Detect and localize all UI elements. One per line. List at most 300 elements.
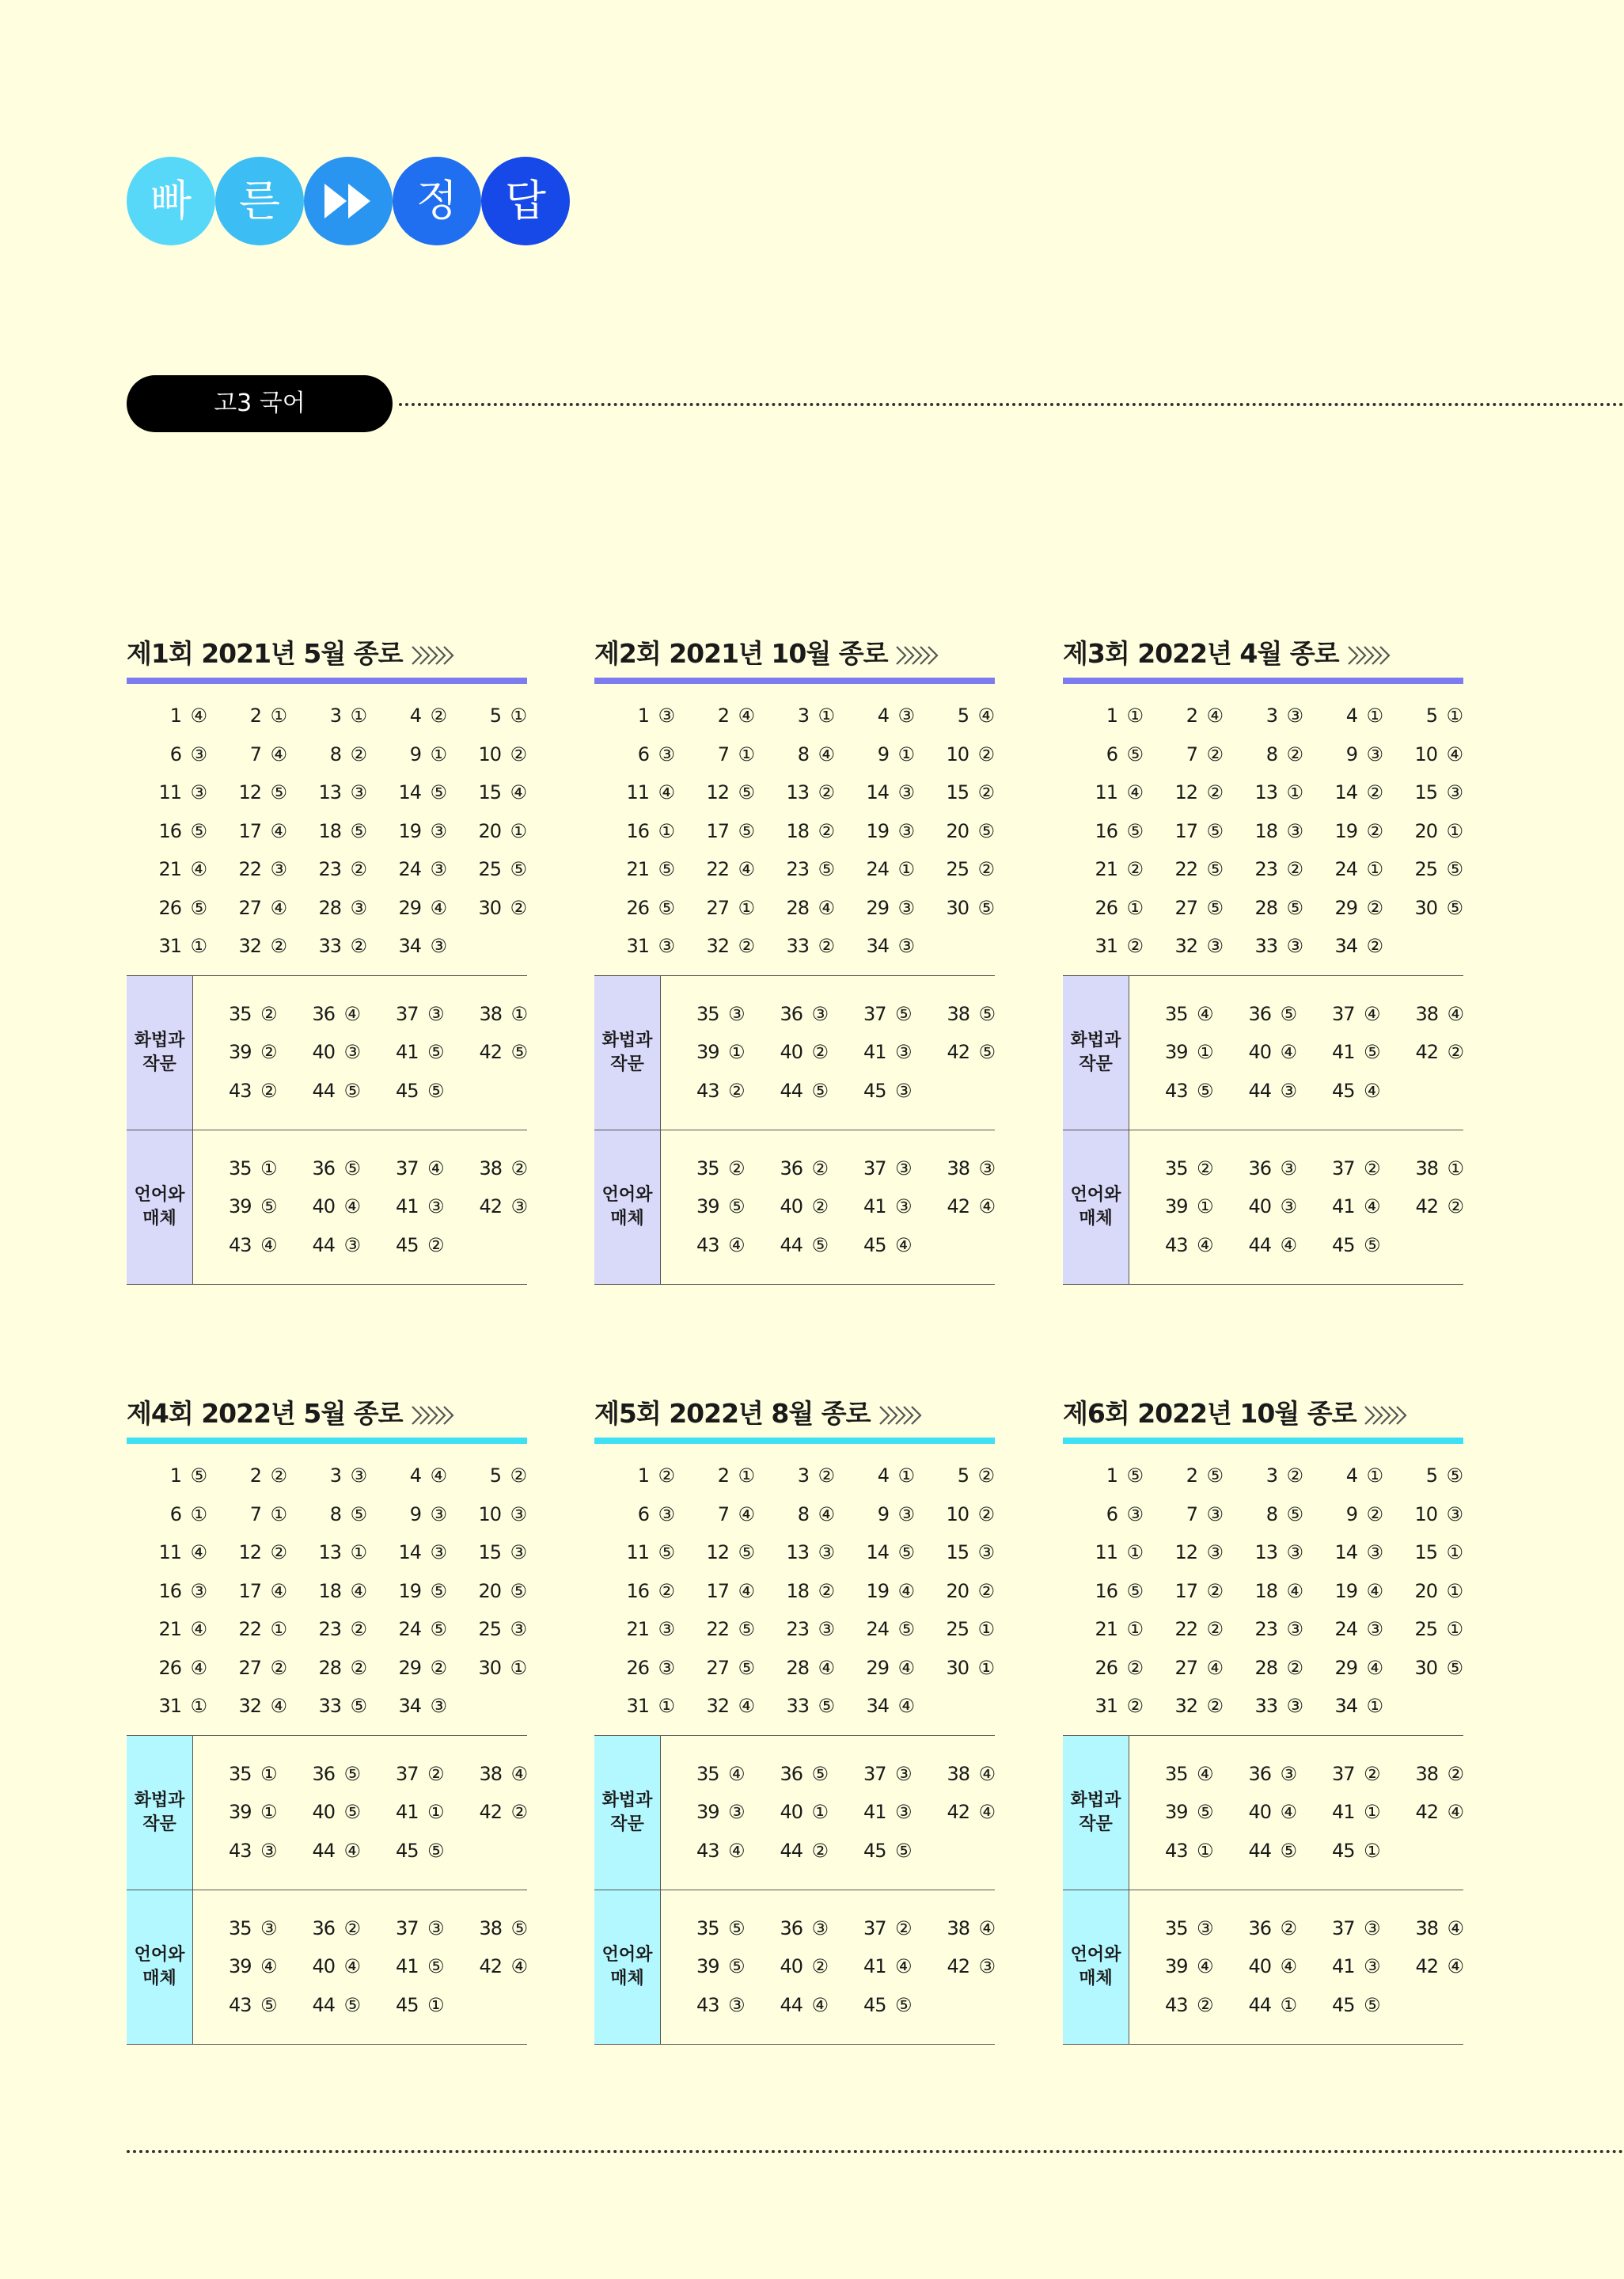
question-number: 42 (947, 1041, 969, 1064)
question-number: 16 (626, 1579, 649, 1602)
answer-choice: ① (430, 743, 446, 765)
answer-choice: ③ (260, 1839, 277, 1862)
question-number: 26 (1095, 1656, 1117, 1679)
answer-row (127, 1533, 527, 1572)
answer-choice: ② (738, 935, 754, 958)
answer-choice: ③ (430, 819, 446, 842)
answer-choice: ② (1196, 1993, 1213, 2016)
question-number: 6 (637, 1502, 649, 1525)
answer-cell (1303, 743, 1383, 765)
answer-cell (912, 1195, 996, 1217)
answer-cell (1296, 1041, 1380, 1063)
answer-choice: ③ (1126, 1502, 1143, 1525)
answer-choice: ① (190, 1502, 207, 1525)
question-number: 40 (780, 1195, 803, 1218)
answer-cell (366, 705, 446, 727)
answer-choice: ⑤ (1126, 819, 1143, 842)
answer-row (1063, 850, 1463, 889)
answer-choice: ⑤ (343, 1762, 360, 1785)
question-number: 32 (238, 1695, 261, 1718)
question-number: 41 (863, 1801, 886, 1824)
answer-choice: ④ (260, 1233, 277, 1256)
question-number: 41 (395, 1041, 419, 1064)
answer-cell (127, 858, 207, 880)
question-number: 37 (395, 1916, 419, 1939)
question-number: 45 (1331, 1839, 1355, 1862)
answer-row (594, 1495, 995, 1534)
answer-row (127, 927, 527, 966)
question-number: 19 (866, 819, 889, 842)
answer-choice: ② (811, 1041, 828, 1064)
answer-cell (1383, 1618, 1463, 1640)
answer-cell (286, 820, 366, 842)
answer-row (127, 812, 527, 851)
answer-row (594, 1533, 995, 1572)
answer-row (193, 1072, 527, 1111)
question-number: 45 (863, 1079, 886, 1102)
elective-section (1063, 1890, 1463, 2045)
question-number: 44 (312, 1079, 335, 1102)
question-number: 36 (780, 1157, 803, 1179)
question-number: 10 (1414, 1502, 1437, 1525)
answer-choice: ① (260, 1762, 277, 1785)
answer-choice: ③ (897, 896, 914, 919)
question-number: 10 (478, 743, 501, 765)
answer-row (594, 1687, 995, 1726)
question-number: 25 (478, 858, 501, 881)
question-number: 26 (158, 896, 181, 919)
answer-choice: ① (1126, 896, 1143, 919)
answer-choice: ③ (1206, 935, 1223, 958)
question-number: 42 (1415, 1195, 1438, 1218)
answer-choice: ③ (1286, 705, 1303, 727)
question-number: 33 (318, 1695, 341, 1718)
answer-choice: ② (270, 1541, 286, 1564)
answer-cell (828, 1994, 912, 2016)
answer-cell (1303, 1503, 1383, 1525)
question-number: 41 (863, 1955, 886, 1978)
answer-cell (366, 935, 446, 957)
question-number: 21 (1095, 1618, 1117, 1641)
question-number: 5 (957, 1464, 969, 1487)
question-number: 18 (786, 1579, 809, 1602)
question-number: 39 (696, 1801, 719, 1824)
answer-cell (207, 1464, 286, 1487)
question-number: 41 (1331, 1041, 1355, 1064)
answer-choice: ③ (1280, 1195, 1296, 1218)
question-number: 1 (637, 705, 649, 727)
answer-choice: ③ (430, 1695, 446, 1718)
question-number: 44 (780, 1079, 803, 1102)
answer-choice: ⑤ (978, 1002, 995, 1025)
question-number: 24 (398, 858, 421, 881)
question-number: 37 (1331, 1916, 1355, 1939)
answer-choice: ③ (978, 1955, 995, 1978)
answer-cell (1223, 858, 1303, 880)
question-number: 28 (318, 1656, 341, 1679)
answer-row (127, 1457, 527, 1495)
answer-cell (1380, 1955, 1464, 1977)
answer-cell (277, 1157, 361, 1179)
question-number: 17 (238, 1579, 261, 1602)
answer-choice: ⑤ (894, 1993, 912, 2016)
answer-choice: ③ (1206, 1541, 1223, 1564)
answer-row (1063, 1495, 1463, 1534)
question-number: 44 (780, 1993, 803, 2016)
question-number: 37 (863, 1916, 886, 1939)
answer-cell (1063, 1580, 1143, 1602)
answer-row (1129, 1755, 1463, 1794)
question-number: 28 (1254, 1656, 1277, 1679)
answer-choice: ② (343, 1916, 360, 1939)
question-number: 36 (780, 1762, 803, 1785)
answer-cell (912, 1917, 996, 1939)
question-number: 31 (626, 1695, 649, 1718)
answer-choice: ④ (260, 1955, 277, 1978)
answer-cell (1143, 1503, 1223, 1525)
answer-cell (1303, 1464, 1383, 1487)
answer-cell (1063, 1657, 1143, 1679)
answer-choice: ③ (1366, 1541, 1383, 1564)
elective-label-line: 언어와 (1070, 1184, 1121, 1205)
question-number: 43 (696, 1839, 719, 1862)
answer-choice: ④ (270, 819, 286, 842)
question-number: 1 (1106, 705, 1117, 727)
question-number: 43 (228, 1839, 252, 1862)
answer-choice: ① (260, 1801, 277, 1824)
answer-cell (1380, 1003, 1464, 1025)
question-number: 33 (786, 935, 809, 958)
question-number: 30 (1414, 1656, 1437, 1679)
answer-choice: ③ (430, 858, 446, 881)
question-number: 15 (946, 1541, 969, 1564)
answer-cell (1063, 1541, 1143, 1563)
question-number: 40 (780, 1041, 803, 1064)
question-number: 25 (1414, 1618, 1437, 1641)
answer-choice: ⑤ (1286, 896, 1303, 919)
question-number: 42 (947, 1955, 969, 1978)
answer-row (127, 773, 527, 812)
answer-cell (661, 1234, 745, 1256)
answer-choice: ④ (1280, 1801, 1296, 1824)
answer-choice: ④ (1447, 1916, 1463, 1939)
question-number: 18 (318, 819, 341, 842)
answer-cell (661, 1994, 745, 2016)
answer-choice: ① (811, 1801, 828, 1824)
answer-cell (1143, 1464, 1223, 1487)
question-number: 37 (395, 1157, 419, 1179)
question-number: 43 (696, 1233, 719, 1256)
answer-choice: ④ (727, 1839, 745, 1862)
answer-choice: ④ (978, 1762, 995, 1785)
answer-cell (1063, 897, 1143, 919)
answer-choice: ⑤ (190, 896, 207, 919)
question-number: 38 (479, 1002, 502, 1025)
answer-cell (360, 1994, 444, 2016)
answer-cell (360, 1234, 444, 1256)
answer-cell (1213, 1994, 1297, 2016)
question-number: 24 (866, 858, 889, 881)
answer-choice: ① (738, 1464, 754, 1487)
question-number: 4 (877, 1464, 889, 1487)
elective-label (1063, 976, 1129, 1130)
question-number: 34 (1334, 935, 1357, 958)
question-number: 16 (1095, 1579, 1117, 1602)
logo-char: 답 (481, 157, 570, 245)
answer-cell (834, 743, 914, 765)
answer-choice: ③ (897, 781, 914, 804)
answer-choice: ① (510, 705, 526, 727)
elective-label-line: 매체 (1079, 1968, 1113, 1988)
elective-label (594, 1736, 661, 1890)
answer-choice: ② (658, 1579, 674, 1602)
answer-cell (1303, 820, 1383, 842)
answer-row (193, 1187, 527, 1226)
question-number: 45 (395, 1839, 419, 1862)
answer-cell (286, 1657, 366, 1679)
answer-choice: ③ (897, 935, 914, 958)
answer-row (193, 1832, 527, 1871)
answer-choice: ① (270, 705, 286, 727)
answer-cell (286, 1541, 366, 1563)
answer-cell (745, 1080, 829, 1102)
answer-cell (444, 1801, 528, 1823)
answer-row (1063, 812, 1463, 851)
question-number: 44 (312, 1233, 335, 1256)
answer-cell (193, 1195, 277, 1217)
answer-cell (594, 781, 674, 803)
answer-cell (1380, 1917, 1464, 1939)
question-number: 44 (780, 1233, 803, 1256)
answer-cell (674, 1618, 754, 1640)
answer-choice: ④ (430, 1464, 446, 1487)
answer-cell (127, 1464, 207, 1487)
answer-cell (127, 820, 207, 842)
answer-cell (912, 1157, 996, 1179)
question-number: 5 (1425, 1464, 1437, 1487)
question-number: 35 (696, 1157, 719, 1179)
elective-label (127, 976, 193, 1130)
answer-choice: ② (977, 1502, 994, 1525)
question-number: 19 (1334, 819, 1357, 842)
answer-cell (1213, 1041, 1297, 1063)
elective-label-line: 작문 (142, 1054, 176, 1074)
answer-cell (745, 1917, 829, 1939)
answer-choice: ③ (430, 935, 446, 958)
elective-answers (661, 1130, 995, 1284)
answer-choice: ⑤ (260, 1993, 277, 2016)
question-number: 43 (228, 1233, 252, 1256)
answer-choice: ④ (658, 781, 674, 804)
answer-cell (444, 1195, 528, 1217)
elective-label-line: 작문 (610, 1814, 644, 1834)
answer-row (1129, 1187, 1463, 1226)
answer-choice: ② (1126, 1695, 1143, 1718)
answer-choice: ③ (350, 1464, 366, 1487)
answer-cell (1143, 935, 1223, 957)
answer-choice: ⑤ (350, 1502, 366, 1525)
question-number: 13 (786, 781, 809, 804)
answer-cell (446, 820, 526, 842)
question-number: 8 (329, 743, 341, 765)
question-number: 41 (395, 1801, 419, 1824)
answer-cell (1303, 1695, 1383, 1717)
header-dotted-divider (399, 403, 1624, 406)
answer-choice: ④ (510, 1762, 527, 1785)
answer-choice: ③ (727, 1993, 745, 2016)
answer-cell (754, 705, 834, 727)
answer-choice: ④ (818, 1656, 834, 1679)
question-number: 25 (1414, 858, 1437, 881)
question-number: 45 (395, 1993, 419, 2016)
answer-cell (594, 897, 674, 919)
answer-choice: ② (727, 1079, 745, 1102)
answer-cell (446, 1580, 526, 1602)
question-number: 27 (238, 896, 261, 919)
answer-choice: ④ (270, 1695, 286, 1718)
elective-label-line: 언어와 (601, 1944, 653, 1965)
question-number: 2 (717, 1464, 729, 1487)
question-number: 42 (479, 1955, 502, 1978)
answer-cell (1303, 1657, 1383, 1679)
answer-cell (1383, 858, 1463, 880)
answer-choice: ③ (1280, 1157, 1296, 1179)
answer-cell (745, 1994, 829, 2016)
question-number: 24 (398, 1618, 421, 1641)
answer-cell (1129, 1955, 1213, 1977)
answer-cell (444, 1763, 528, 1785)
answer-choice: ④ (1366, 1656, 1383, 1679)
answer-choice: ③ (811, 1916, 828, 1939)
answer-cell (1383, 743, 1463, 765)
question-number: 19 (398, 819, 421, 842)
elective-label-line: 화법과 (1070, 1030, 1121, 1050)
answer-cell (1063, 820, 1143, 842)
question-number: 39 (228, 1955, 252, 1978)
answer-cell (1223, 935, 1303, 957)
answer-choice: ② (977, 781, 994, 804)
question-number: 42 (1415, 1041, 1438, 1064)
answer-choice: ⑤ (427, 1079, 444, 1102)
question-number: 40 (780, 1801, 803, 1824)
answer-choice: ③ (1286, 819, 1303, 842)
answer-choice: ③ (350, 896, 366, 919)
question-number: 21 (158, 1618, 181, 1641)
answer-choice: ④ (978, 1195, 995, 1218)
elective-answers (661, 1736, 995, 1890)
question-number: 39 (1164, 1195, 1188, 1218)
answer-choice: ② (977, 743, 994, 765)
question-number: 20 (1414, 819, 1437, 842)
answer-choice: ④ (1196, 1762, 1213, 1785)
answer-cell (1129, 1195, 1213, 1217)
answer-cell (286, 1618, 366, 1640)
answer-choice: ③ (897, 705, 914, 727)
question-number: 23 (786, 1618, 809, 1641)
answer-choice: ⑤ (1206, 819, 1223, 842)
question-number: 44 (1248, 1993, 1271, 2016)
question-number: 31 (1095, 1695, 1117, 1718)
answer-cell (912, 1041, 996, 1063)
answer-cell (594, 1503, 674, 1525)
elective-label-line: 언어와 (134, 1184, 185, 1205)
answer-choice: ② (1447, 1762, 1463, 1785)
answer-cell (127, 1580, 207, 1602)
answer-row (594, 850, 995, 889)
answer-choice: ② (811, 1157, 828, 1179)
answer-choice: ③ (977, 1541, 994, 1564)
answer-choice: ② (350, 1656, 366, 1679)
answer-choice: ③ (427, 1916, 444, 1939)
answer-cell (754, 1464, 834, 1487)
question-number: 10 (1414, 743, 1437, 765)
elective-section (1063, 1130, 1463, 1285)
elective-answers (1129, 1736, 1463, 1890)
elective-label-line: 매체 (610, 1208, 644, 1229)
answer-choice: ④ (738, 858, 754, 881)
question-number: 31 (158, 1695, 181, 1718)
question-number: 8 (797, 743, 809, 765)
question-number: 20 (478, 1579, 501, 1602)
answer-choice: ① (1280, 1993, 1296, 2016)
question-number: 11 (626, 781, 649, 804)
question-number: 17 (706, 1579, 729, 1602)
answer-cell (914, 781, 994, 803)
answer-cell (366, 781, 446, 803)
answer-choice: ⑤ (1280, 1839, 1296, 1862)
answer-cell (1063, 1464, 1143, 1487)
answer-cell (193, 1763, 277, 1785)
answer-choice: ② (260, 1002, 277, 1025)
answer-choice: ② (811, 1195, 828, 1218)
answer-row (594, 697, 995, 735)
answer-choice: ② (1447, 1041, 1463, 1064)
question-number: 3 (329, 705, 341, 727)
answer-cell (1143, 1618, 1223, 1640)
answer-cell (1223, 897, 1303, 919)
answer-cell (754, 1503, 834, 1525)
question-number: 7 (249, 743, 261, 765)
answer-cell (1383, 705, 1463, 727)
answer-cell (1213, 1840, 1297, 1862)
answer-choice: ④ (818, 896, 834, 919)
answer-choice: ⑤ (1363, 1233, 1380, 1256)
question-number: 38 (479, 1916, 502, 1939)
answer-choice: ③ (818, 1541, 834, 1564)
test-title-text: 제5회 2022년 8월 종로 (594, 1398, 871, 1429)
answer-cell (366, 858, 446, 880)
answer-choice: ② (1286, 858, 1303, 881)
question-number: 35 (1164, 1157, 1188, 1179)
question-number: 32 (1174, 935, 1197, 958)
answer-cell (1296, 1157, 1380, 1179)
answer-choice: ② (1447, 1195, 1463, 1218)
answer-block (127, 1393, 527, 2045)
question-number: 14 (1334, 1541, 1357, 1564)
answer-row (127, 889, 527, 928)
answer-row (594, 773, 995, 812)
elective-label-line: 언어와 (601, 1184, 653, 1205)
question-number: 12 (238, 1541, 261, 1564)
answer-cell (360, 1801, 444, 1823)
question-number: 35 (1164, 1002, 1188, 1025)
answer-cell (277, 1041, 361, 1063)
answer-cell (366, 743, 446, 765)
answer-cell (914, 705, 994, 727)
answer-cell (286, 935, 366, 957)
question-number: 39 (696, 1195, 719, 1218)
elective-answers (193, 1736, 527, 1890)
